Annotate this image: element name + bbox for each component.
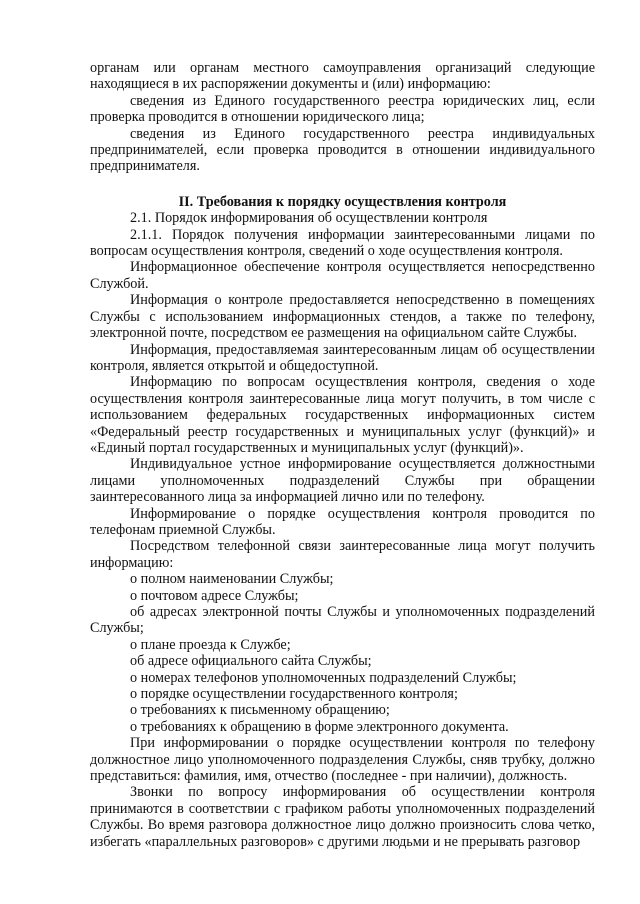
paragraph: Информационное обеспечение контроля осуществляется непосредственно Службой. [90, 259, 595, 292]
paragraph: Информирование о порядке осуществления контроля проводится по телефонам приемной Службы. [90, 505, 595, 538]
paragraph: о номерах телефонов уполномоченных подразделений Службы; [130, 669, 517, 686]
document-body-top [90, 60, 595, 175]
paragraph: Посредством телефонной связи заинтересованные лица могут получить информацию: [90, 538, 595, 571]
paragraph: о почтовом адресе Службы; [130, 587, 299, 604]
paragraph: об адресах электронной почты Службы и уполномоченных подразделений Службы; [90, 604, 595, 637]
paragraph: о полном наименовании Службы; [130, 571, 334, 588]
paragraph: Информацию по вопросам осуществления контроля, сведения о ходе осуществления контроля заинтересованные лица могут получить, в том числе с использованием федеральных государственных информационных систем «Федеральный реестр государственных и муниципальных услуг (функций)» и «Единый портал государственных и муниципальных услуг (функций)». [90, 374, 595, 456]
paragraph: органам или органам местного самоуправления организаций следующие находящиеся в их распоряжении документы и (или) информацию: [90, 60, 595, 93]
document-body-bottom [90, 210, 595, 850]
document-page [90, 60, 595, 850]
paragraph: сведения из Единого государственного реестра индивидуальных предпринимателей, если проверка проводится в отношении индивидуального предпринимателя. [90, 125, 595, 175]
paragraph: При информировании о порядке осуществлении контроля по телефону должностное лицо уполномоченного подразделения Службы, сняв трубку, должно представиться: фамилия, имя, отчество (последнее - при наличии), должность. [90, 735, 595, 785]
paragraph: Звонки по вопросу информирования об осуществлении контроля принимаются в соответствии с графиком работы уполномоченных подразделений Службы. Во время разговора должностное лицо должно произносить слова четко, избегать «параллельных разговоров» с другими людьми и не прерывать разговор [90, 784, 595, 850]
paragraph: Информация о контроле предоставляется непосредственно в помещениях Службы с использованием информационных стендов, а также по телефону, электронной почте, посредством ее размещения на официальном сайте Службы. [90, 292, 595, 342]
paragraph: 2.1.1. Порядок получения информации заинтересованными лицами по вопросам осуществления контроля, сведений о ходе осуществления контроля. [90, 226, 595, 260]
paragraph: Индивидуальное устное информирование осуществляется должностными лицами уполномоченных подразделений Службы при обращении заинтересованного лица за информацией лично или по телефону. [90, 456, 595, 506]
paragraph: Информация, предоставляемая заинтересованным лицам об осуществлении контроля, является открытой и общедоступной. [90, 341, 595, 374]
paragraph: об адресе официального сайта Службы; [130, 653, 372, 670]
paragraph: о требованиях к письменному обращению; [130, 702, 390, 719]
paragraph: 2.1. Порядок информирования об осуществлении контроля [130, 210, 488, 227]
paragraph: сведения из Единого государственного реестра юридических лиц, если проверка проводится в отношении юридического лица; [90, 92, 595, 126]
paragraph: о требованиях к обращению в форме электронного документа. [130, 718, 509, 735]
section-heading: II. Требования к порядку осуществления контроля [178, 193, 507, 210]
paragraph: о порядке осуществлении государственного контроля; [130, 686, 458, 703]
paragraph: о плане проезда к Службе; [130, 636, 291, 653]
